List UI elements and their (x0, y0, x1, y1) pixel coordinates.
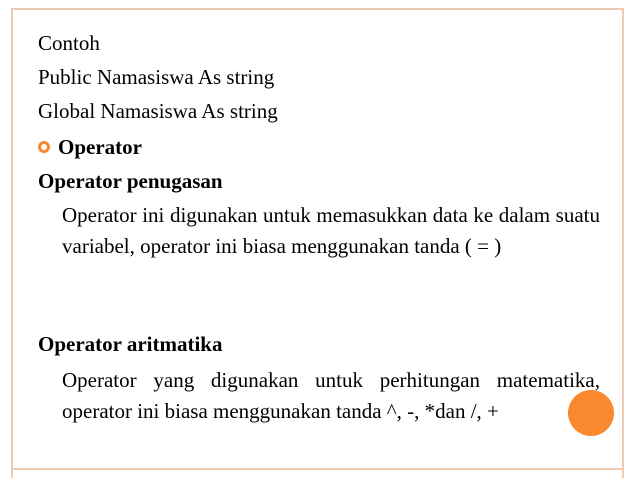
text-line-public: Public Namasiswa As string (38, 65, 275, 89)
slide-frame-right (622, 8, 624, 478)
paragraph-operator-aritmatika: Operator yang digunakan untuk perhitungan matematika, operator ini biasa menggunakan tanda ^, -, *dan /, + (62, 368, 600, 423)
text-line-global: Global Namasiswa As string (38, 99, 278, 123)
slide-frame-left (11, 8, 13, 478)
slide-frame-bottom (11, 468, 624, 470)
bullet-operator (38, 130, 142, 164)
heading-operator-penugasan: Operator penugasan (38, 169, 223, 193)
text-line-contoh: Contoh (38, 31, 100, 55)
ring-bullet-icon (38, 141, 50, 153)
paragraph-operator-penugasan: Operator ini digunakan untuk memasukkan data ke dalam suatu variabel, operator ini biasa menggunakan tanda ( = ) (62, 203, 600, 258)
heading-operator-aritmatika: Operator aritmatika (38, 332, 223, 356)
slide-frame-top (11, 8, 624, 10)
bullet-label: Operator (58, 135, 142, 159)
